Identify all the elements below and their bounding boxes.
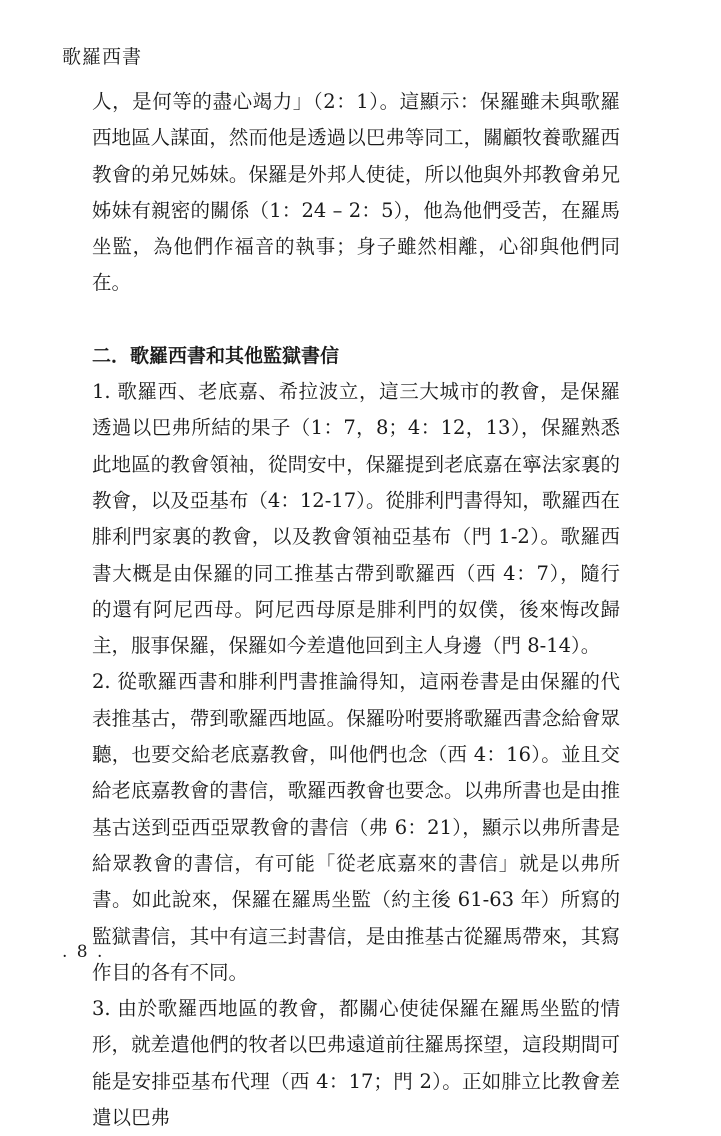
running-header-title: 歌羅西書 (62, 46, 143, 68)
numbered-paragraph-1: 1. 歌羅西、老底嘉、希拉波立，這三大城市的教會，是保羅透過以巴弗所結的果子（1：7，8；4：12，13），保羅熟悉此地區的教會領袖，從問安中，保羅提到老底嘉在寧法家裏的教會，以及亞基布（4：12-17）。從腓利門書得知，歌羅西在腓利門家裏的教會，以及教會領袖亞基布（門 1-2）。歌羅西書大概是由保羅的同工推基古帶到歌羅西（西 4：7），隨行的還有阿尼西母。阿尼西母原是腓利門的奴僕，後來悔改歸主，服事保羅，保羅如今差遣他回到主人身邊（門 8-14）。 (92, 380, 620, 658)
section-heading: 二．歌羅西書和其他監獄書信 (92, 344, 340, 367)
numbered-paragraph-2: 2. 從歌羅西書和腓利門書推論得知，這兩卷書是由保羅的代表推基古，帶到歌羅西地區。保羅吩咐要將歌羅西書念給會眾聽，也要交給老底嘉教會，叫他們也念（西 4：16）。並且交給老底嘉教會的書信，歌羅西教會也要念。以弗所書也是由推基古送到亞西亞眾教會的書信（弗 6：21），顯示以弗所書是給眾教會的書信，有可能「從老底嘉來的書信」就是以弗所書。如此說來，保羅在羅馬坐監（約主後 61-63 年）所寫的監獄書信，其中有這三封書信，是由推基古從羅馬帶來，其寫作目的各有不同。 (92, 670, 620, 984)
numbered-paragraph-3: 3. 由於歌羅西地區的教會，都關心使徒保羅在羅馬坐監的情形，就差遣他們的牧者以巴弗遠道前往羅馬探望，這段期間可能是安排亞基布代理（西 4：17；門 2）。正如腓立比教會差遣以巴弗 (92, 997, 620, 1130)
page-number: . 8 . (62, 942, 105, 962)
intro-paragraph: 人，是何等的盡心竭力」（2：1）。這顯示：保羅雖未與歌羅西地區人謀面，然而他是透過以巴弗等同工，關顧牧養歌羅西教會的弟兄姊妹。保羅是外邦人使徒，所以他與外邦教會弟兄姊妹有親密的關係（1：24 – 2：5），他為他們受苦，在羅馬坐監，為他們作福音的執事；身子雖然相離，心卻與他們同在。 (92, 90, 620, 295)
page-body (92, 84, 620, 1136)
